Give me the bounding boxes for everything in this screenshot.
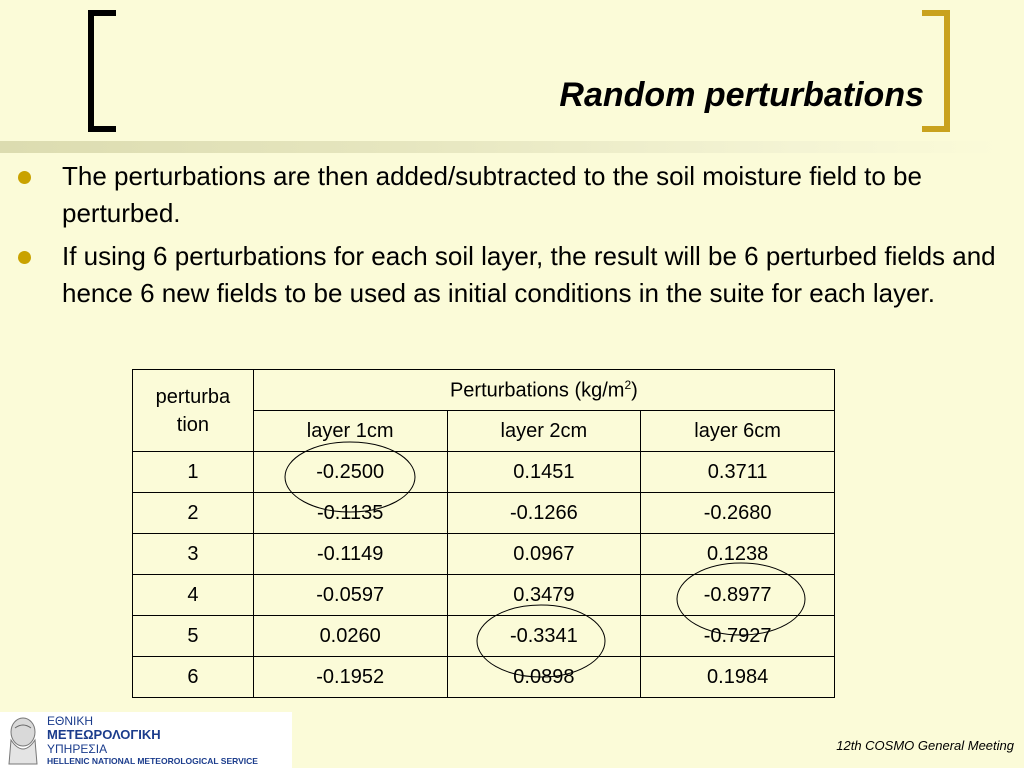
column-header: layer 6cm [641, 411, 835, 452]
bullet-item [0, 158, 1000, 232]
table-cell: 0.1451 [447, 452, 641, 493]
group-header-sup: 2 [624, 377, 632, 392]
right-bracket-decoration [922, 10, 950, 132]
bullet-list [0, 158, 1000, 318]
table-cell: -0.1135 [253, 493, 447, 534]
table-cell: 3 [133, 534, 254, 575]
table-cell: 5 [133, 616, 254, 657]
perturbations-table [132, 369, 835, 698]
logo-text: ΕΘΝΙΚΗ [47, 714, 94, 728]
table-cell: 0.0967 [447, 534, 641, 575]
table-row [133, 493, 835, 534]
bullet-text: The perturbations are then added/subtracted to the soil moisture field to be perturbed. [62, 161, 922, 228]
table-row [133, 575, 835, 616]
bullet-item [0, 238, 1000, 312]
table-cell: -0.7927 [641, 616, 835, 657]
table-row [133, 452, 835, 493]
table-cell: -0.1952 [253, 657, 447, 698]
column-header: layer 2cm [447, 411, 641, 452]
table-header-row [133, 370, 835, 411]
table-cell: 4 [133, 575, 254, 616]
table-cell: -0.2500 [253, 452, 447, 493]
table-cell: 0.0898 [447, 657, 641, 698]
group-header-tail: ) [631, 379, 638, 402]
group-header-cell [253, 370, 834, 411]
table-row [133, 657, 835, 698]
table-cell: -0.1149 [253, 534, 447, 575]
table-cell: -0.2680 [641, 493, 835, 534]
footer-label: 12th COSMO General Meeting [836, 738, 1014, 753]
table-cell: -0.3341 [447, 616, 641, 657]
hnms-logo [0, 712, 292, 768]
table-cell: 0.1238 [641, 534, 835, 575]
slide-title: Random perturbations [559, 76, 924, 114]
table-cell: 6 [133, 657, 254, 698]
table-row [133, 534, 835, 575]
table-cell: 0.3479 [447, 575, 641, 616]
table-cell: 2 [133, 493, 254, 534]
title-rule [0, 141, 1000, 153]
table-cell: 0.1984 [641, 657, 835, 698]
bust-logo-icon [3, 714, 43, 766]
column-header: layer 1cm [253, 411, 447, 452]
bullet-dot-icon [18, 251, 31, 264]
group-header-label: Perturbations (kg/m [449, 379, 625, 402]
bullet-text: If using 6 perturbations for each soil layer, the result will be 6 perturbed fields and hence 6 new fields to be used as initial conditions in the suite for each layer. [62, 241, 996, 308]
bullet-dot-icon [18, 171, 31, 184]
table-cell: 0.0260 [253, 616, 447, 657]
logo-text: HELLENIC NATIONAL METEOROLOGICAL SERVICE [47, 756, 258, 766]
row-header-label: perturba tion [155, 385, 231, 436]
left-bracket-decoration [88, 10, 116, 132]
table-row [133, 616, 835, 657]
row-header-cell [133, 370, 254, 452]
logo-text: ΥΠΗΡΕΣΙΑ [47, 742, 108, 756]
table-cell: -0.8977 [641, 575, 835, 616]
table-cell: -0.0597 [253, 575, 447, 616]
table-cell: 1 [133, 452, 254, 493]
logo-text: ΜΕΤΕΩΡΟΛΟΓΙΚΗ [47, 727, 161, 742]
table-cell: -0.1266 [447, 493, 641, 534]
table-cell: 0.3711 [641, 452, 835, 493]
